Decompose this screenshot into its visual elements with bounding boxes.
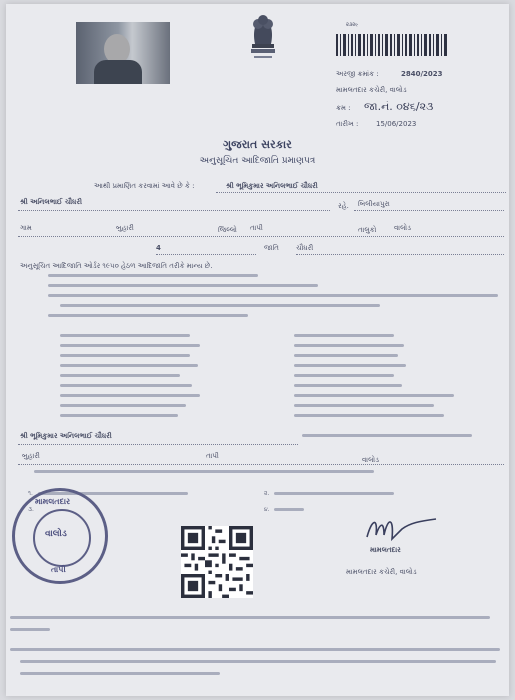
intro-ref: આથી પ્રમાણિત કરવામાં આવે છે કે : [94, 182, 195, 190]
state-emblem-icon [244, 10, 282, 66]
village-value: બુહારી [116, 224, 134, 232]
district-value: તાપી [250, 224, 263, 232]
note-4: ૪. [264, 506, 270, 513]
barcode [336, 34, 448, 56]
application-no: 2840/2023 [401, 70, 443, 78]
taluka-label: તાલુકો [358, 226, 377, 234]
holder-district: તાપી [206, 452, 219, 460]
caste-value: ચૌધરી [296, 244, 314, 252]
place-value: બિલીયાપુરા [358, 200, 390, 208]
date-label: તારીખ : [336, 120, 359, 128]
taluka-value: વાલોડ [394, 224, 411, 232]
title-line1: ગુજરાત સરકાર [223, 138, 292, 151]
stamp-bottom-text: તાપી [51, 565, 66, 574]
serial-label: ક્રમ : [336, 104, 351, 112]
holder-name: શ્રી ભૂમિકુમાર અનિલભાઈ ચૌધરી [20, 432, 112, 440]
title-line2: અનુસૂચિત આદિજાતિ પ્રમાણપત્ર [199, 156, 316, 166]
body-para1: અનુસૂચિત આદિજાતિ ઓર્ડર ૧૯૫૦ હેઠળ આદિજાતિ તરીકે માન્ય છે. [20, 262, 213, 270]
qr-code [181, 526, 253, 598]
certificate-page [6, 4, 509, 696]
father-name: શ્રી અનિલભાઈ ચૌધરી [20, 198, 82, 206]
caste-label: જાતિ [264, 244, 279, 252]
official-stamp [12, 488, 108, 584]
application-no-label: અરજી ક્રમાંક : [336, 70, 379, 78]
barcode-caption: ૨૩૨૯ [346, 22, 359, 28]
serial-no: 4 [156, 244, 161, 252]
signatory-title: મામલતદાર [370, 546, 401, 554]
signature-mark [362, 509, 442, 549]
stamp-center-text: વાલોડ [45, 529, 67, 539]
holder-taluka: વાલોડ [362, 456, 379, 464]
applicant-name: શ્રી ભૂમિકુમાર અનિલભાઈ ચૌધરી [226, 182, 318, 190]
note-3: ૩. [28, 506, 34, 513]
applicant-photo [76, 22, 170, 84]
note-2: ૨. [264, 490, 270, 497]
date-value: 15/06/2023 [376, 120, 417, 128]
stamp-top-text: મામલતદાર [35, 497, 71, 506]
serial-value: જા.નં. ૦૪૬/૨૩ [364, 100, 434, 113]
holder-village: બુહારી [22, 452, 40, 460]
signatory-office: મામલતદાર કચેરી, વાલોડ [346, 568, 417, 576]
village-label: ગામ [20, 224, 32, 232]
note-1: ૧. [28, 490, 33, 497]
district-label: જિલ્લો [218, 226, 237, 234]
office-line: મામલતદાર કચેરી, વાલોડ [336, 86, 407, 94]
place-label: રહે. [338, 202, 349, 210]
